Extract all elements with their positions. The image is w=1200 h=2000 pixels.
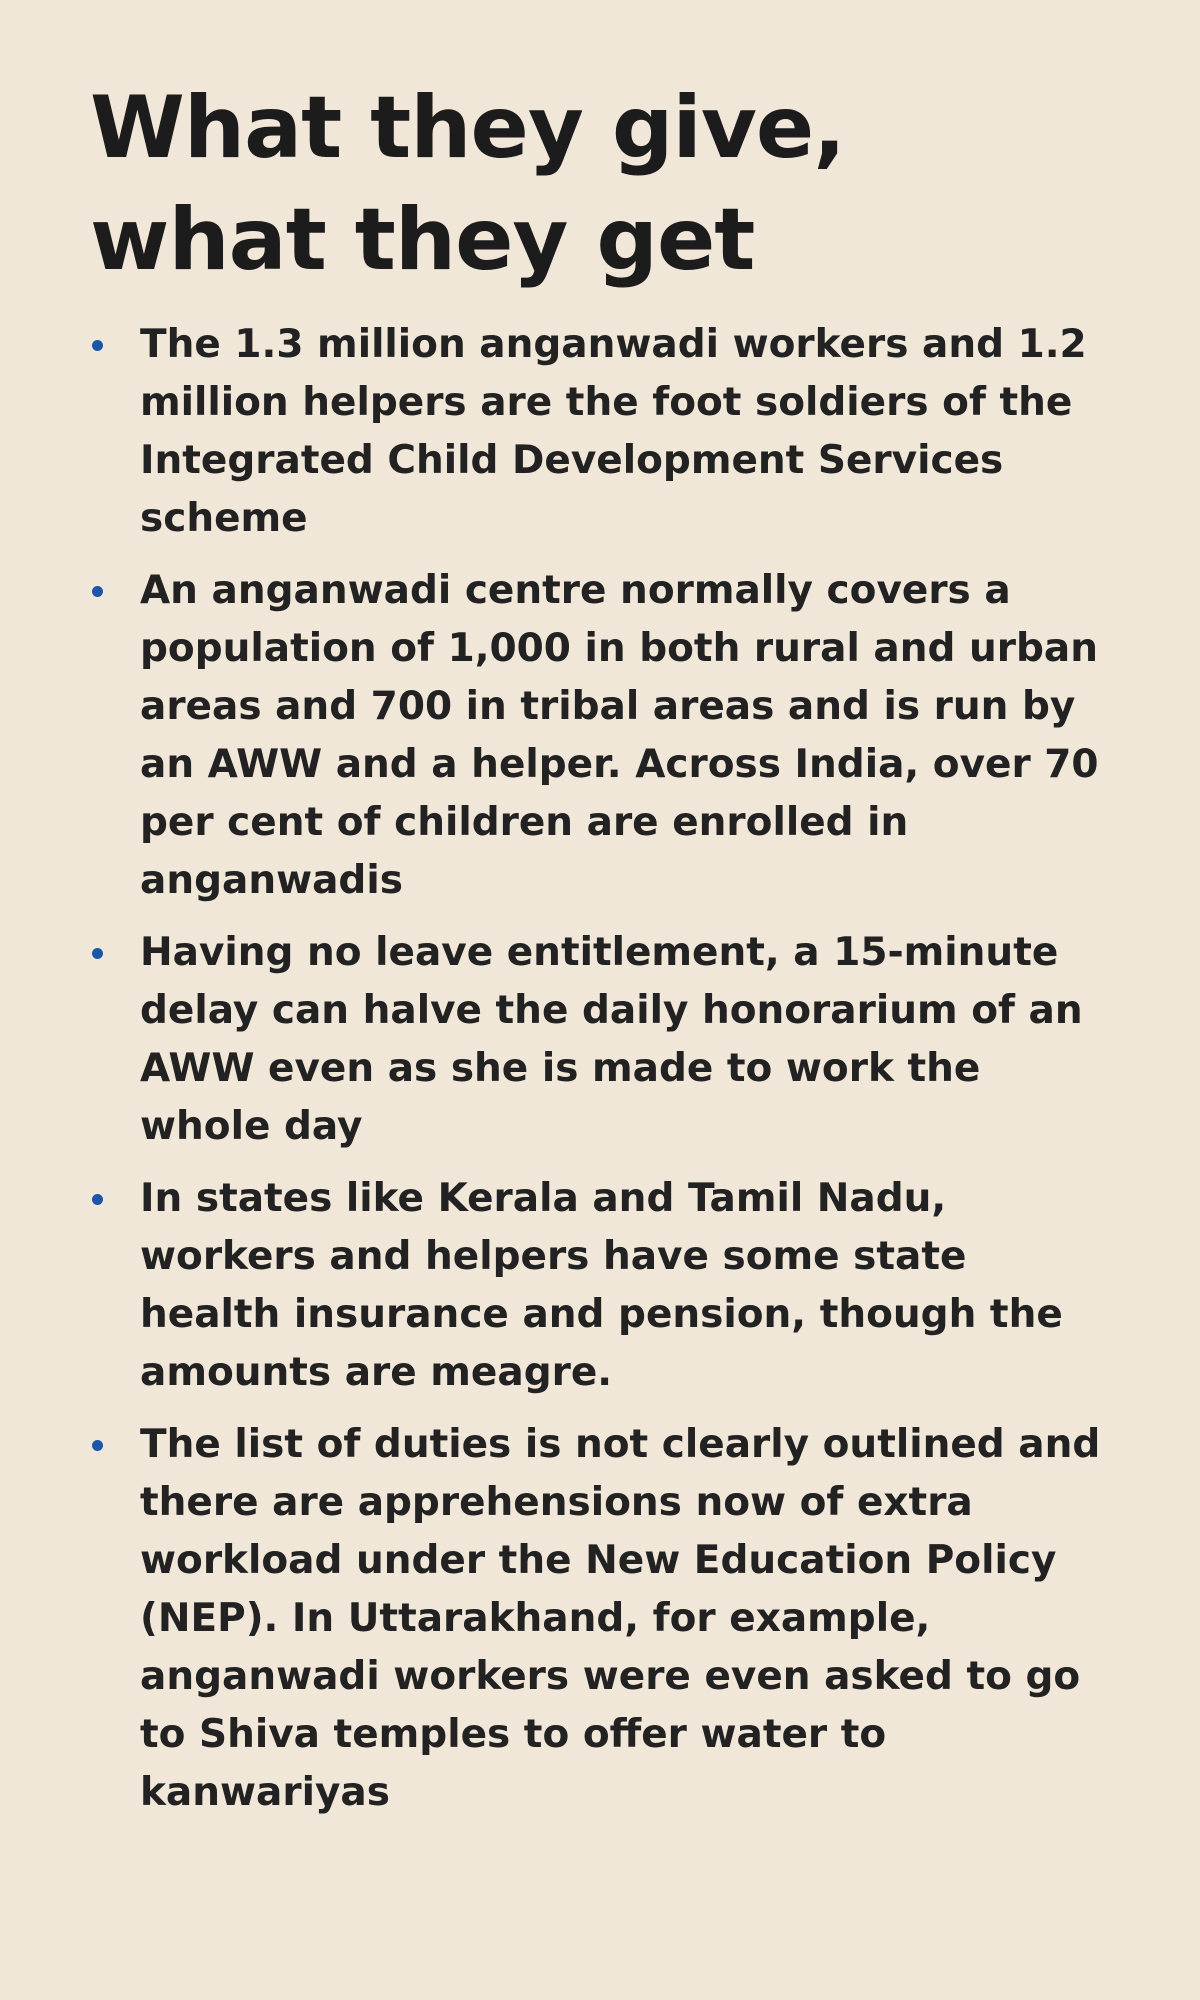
bullet-list	[90, 316, 1110, 1822]
headline-line-2: what they get	[90, 190, 755, 290]
bullet-dot-icon	[92, 1194, 103, 1205]
bullet-dot-icon	[92, 1440, 103, 1451]
bullet-text: In states like Kerala and Tamil Nadu, workers and helpers have some state health insurance and pension, though the amounts are meagre.	[140, 1176, 1063, 1395]
bullet-item	[90, 562, 1110, 910]
headline-line-1: What they give,	[90, 78, 845, 178]
bullet-text: Having no leave entitlement, a 15-minute delay can halve the daily honorarium of an AWW even as she is made to work the whole day	[140, 930, 1083, 1149]
bullet-item	[90, 924, 1110, 1156]
bullet-dot-icon	[92, 948, 103, 959]
bullet-item	[90, 1416, 1110, 1822]
bullet-item	[90, 316, 1110, 548]
bullet-text: The 1.3 million anganwadi workers and 1.2 million helpers are the foot soldiers of the Integrated Child Development Services scheme	[140, 322, 1087, 541]
bullet-text: The list of duties is not clearly outlined and there are apprehensions now of extra workload under the New Education Policy (NEP). In Uttarakhand, for example, anganwadi workers were even asked to go to Shiva temples to offer water to kanwariyas	[140, 1422, 1101, 1815]
headline	[90, 72, 1110, 296]
bullet-item	[90, 1170, 1110, 1402]
bullet-dot-icon	[92, 586, 103, 597]
bullet-dot-icon	[92, 340, 103, 351]
bullet-text: An anganwadi centre normally covers a population of 1,000 in both rural and urban areas and 700 in tribal areas and is run by an AWW and a helper. Across India, over 70 per cent of children are enrolled in anganwadis	[140, 568, 1099, 903]
